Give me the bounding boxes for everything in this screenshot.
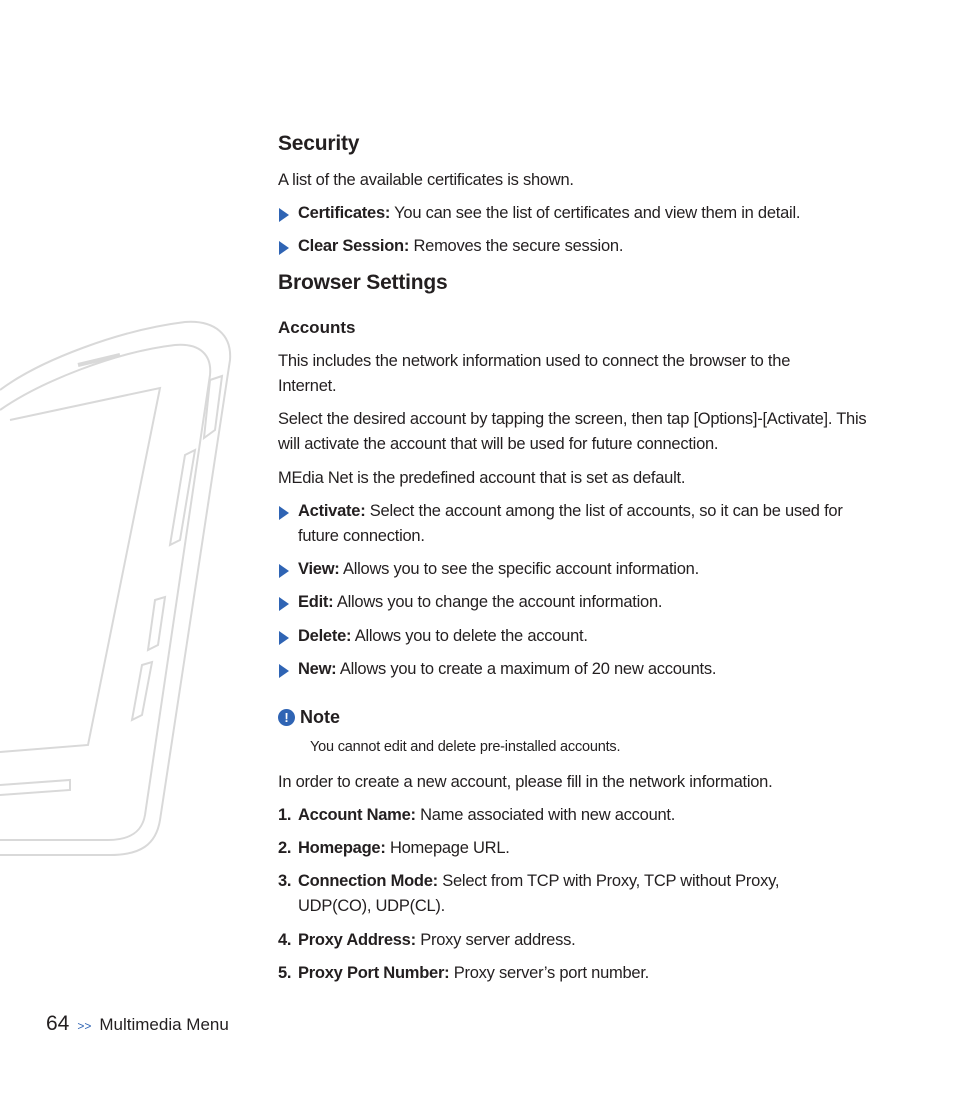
list-item — [278, 657, 858, 682]
section-name: Multimedia Menu — [99, 1015, 229, 1034]
item-text: Proxy server address. — [415, 931, 576, 949]
item-text: Allows you to create a maximum of 20 new accounts. — [336, 660, 717, 678]
item-text: Removes the secure session. — [409, 237, 624, 255]
item-label: Proxy Port Number: — [298, 964, 450, 982]
security-intro: A list of the available certificates is shown. — [278, 171, 574, 189]
security-heading: Security — [278, 132, 360, 155]
browser-settings-heading: Browser Settings — [278, 271, 448, 294]
arrow-bullet-icon — [279, 597, 289, 611]
item-text: Proxy server’s port number. — [449, 964, 650, 982]
numbered-item — [278, 836, 838, 861]
arrow-bullet-icon — [279, 506, 289, 520]
item-text: You can see the list of certificates and view them in detail. — [390, 204, 801, 222]
arrow-bullet-icon — [279, 208, 289, 222]
paragraph: MEdia Net is the predefined account that is set as default. — [278, 469, 686, 487]
item-number: 2. — [278, 839, 292, 857]
item-label: Certificates: — [298, 204, 391, 222]
item-number: 4. — [278, 931, 292, 949]
page-footer — [46, 1012, 229, 1036]
numbered-item — [278, 961, 838, 986]
item-text: Select the account among the list of accounts, so it can be used for future connection. — [298, 502, 843, 545]
item-text: Allows you to change the account information. — [333, 593, 663, 611]
item-label: Connection Mode: — [298, 872, 438, 890]
note-heading — [278, 707, 340, 728]
phone-illustration — [0, 300, 260, 880]
list-item — [278, 590, 858, 615]
numbered-item — [278, 928, 838, 953]
item-label: Proxy Address: — [298, 931, 416, 949]
item-label: Account Name: — [298, 806, 416, 824]
item-label: Clear Session: — [298, 237, 410, 255]
list-item — [278, 201, 858, 226]
exclamation-icon: ! — [278, 709, 295, 726]
arrow-bullet-icon — [279, 241, 289, 255]
item-label: New: — [298, 660, 337, 678]
item-label: Activate: — [298, 502, 366, 520]
numbered-item — [278, 803, 838, 828]
arrow-bullet-icon — [279, 664, 289, 678]
paragraph: Select the desired account by tapping the screen, then tap [Options]-[Activate]. This will activate the account that will be used for future connection. — [278, 410, 867, 453]
item-label: Delete: — [298, 627, 352, 645]
paragraph: This includes the network information used to connect the browser to the Internet. — [278, 352, 791, 395]
item-text: Allows you to see the specific account information. — [339, 560, 699, 578]
page-number: 64 — [46, 1012, 70, 1035]
item-text: Allows you to delete the account. — [351, 627, 588, 645]
note-title: Note — [300, 707, 340, 727]
arrow-bullet-icon — [279, 631, 289, 645]
numbered-item — [278, 869, 818, 919]
item-number: 1. — [278, 806, 292, 824]
list-item — [278, 624, 858, 649]
note-text: You cannot edit and delete pre-installed accounts. — [310, 739, 621, 755]
accounts-subheading: Accounts — [278, 318, 356, 337]
paragraph: In order to create a new account, please fill in the network information. — [278, 773, 773, 791]
item-label: View: — [298, 560, 340, 578]
arrow-bullet-icon — [279, 564, 289, 578]
list-item — [278, 234, 858, 259]
item-label: Homepage: — [298, 839, 386, 857]
list-item — [278, 557, 858, 582]
chevron-separator: >> — [77, 1019, 92, 1033]
item-text: Select from TCP with Proxy, TCP without Proxy, UDP(CO), UDP(CL). — [298, 872, 780, 915]
item-label: Edit: — [298, 593, 334, 611]
item-text: Homepage URL. — [385, 839, 510, 857]
item-number: 5. — [278, 964, 292, 982]
list-item — [278, 499, 858, 549]
item-number: 3. — [278, 872, 292, 890]
item-text: Name associated with new account. — [415, 806, 676, 824]
